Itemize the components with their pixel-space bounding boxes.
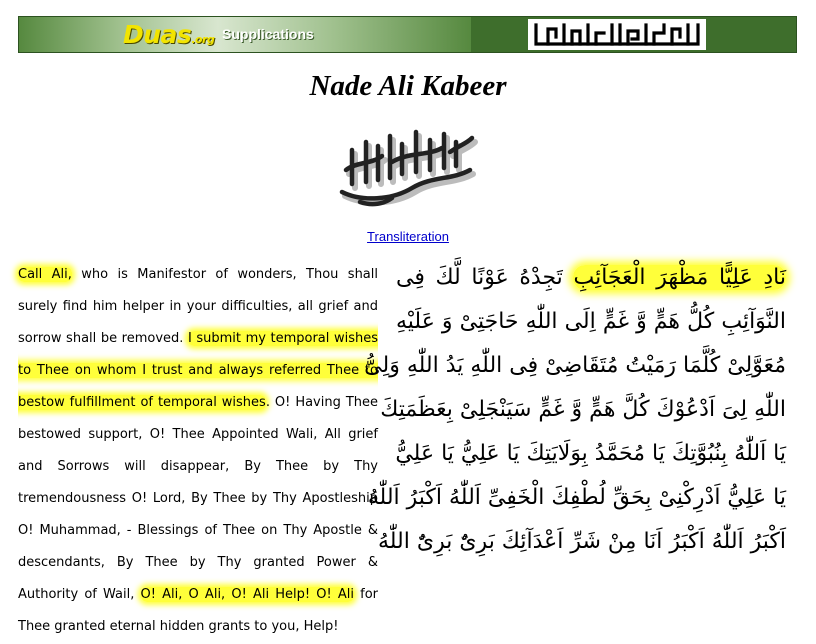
arabic-text-segment: النَّوَآئِبِ كُلُّ هَمٍّ وَّ غَمٍّ اِلَى اللّٰهِ حَاجَتِىْ وَ عَلَيْهِ: [396, 309, 786, 334]
bismillah-banner-image: [528, 19, 706, 50]
arabic-text: [364, 256, 786, 564]
arabic-text-segment: اللّٰهِ لِىَ اَدْعُوْكَ كُلَّ هَمٍّ وَّ غَمٍّ سَيَنْجَلِىْ بِعَظَمَتِكَ: [380, 397, 786, 422]
arabic-text-segment: تَجِدْهُ عَوْنًا لَّكَ فِى: [396, 265, 574, 290]
english-translation: [18, 259, 378, 643]
translation-text: . O! Having Thee bestowed support, O! Thee Appointed Wali, All grief and Sorrows will disappear, By Thee by Thy tremendousness O! Lord, By Thee by Thy Apostleship O! Muhammad, - Blessings of Thee on Thy Apostle & descendants, By Thee by Thy granted Power & Authority of Wail,: [18, 395, 378, 602]
translation-text: who is Manifestor of wonders, Thou shall surely find him helper in your difficulties, all grief and sorrow shall be removed.: [18, 267, 378, 346]
site-logo[interactable]: Duas.org: [123, 20, 215, 49]
page-title: Nade Ali Kabeer: [309, 70, 507, 102]
arabic-line: [396, 432, 786, 476]
site-banner: [18, 16, 797, 53]
highlighted-text: I submit my temporal wishes to Thee on whom I trust and always referred Thee to bestow fulfillment of temporal wishes: [18, 331, 378, 410]
arabic-text-segment: يَا اَللّٰهُ بِنُبُوَّتِكَ يَا مُحَمَّدُ بِوَلَايَتِكَ يَا عَلِيُّ يَا عَلِيُّ: [395, 441, 786, 466]
arabic-line: [377, 520, 786, 564]
arabic-line: [396, 300, 786, 344]
arabic-line: [367, 476, 786, 520]
site-tagline: Supplications: [222, 26, 314, 42]
translation-text: for Thee granted eternal hidden grants to you, Help!: [18, 587, 378, 634]
arabic-text-segment: اَكْبَرُ اَللّٰهُ اَكْبَرُ اَنَا مِنْ شَرِّ اَعْدَآئِكَ بَرِىٌٔ بَرِىٌٔ اللّٰهُ: [377, 529, 786, 554]
arabic-line: [364, 344, 786, 388]
highlighted-text: Call Ali,: [18, 267, 72, 282]
arabic-text-segment: يَا عَلِيُّ اَدْرِكْنِىْ بِحَقِّ لُطْفِكَ الْخَفِىِّ اَللّٰهُ اَكْبَرُ اَللّٰهُ: [367, 485, 786, 510]
arabic-line: [396, 256, 786, 300]
transliteration-link[interactable]: Transliteration: [367, 229, 449, 244]
highlighted-arabic-text: نَادِ عَلِيًّا مَظْهَرَ الْعَجَآئِبِ: [573, 265, 786, 290]
arabic-text-segment: مُعَوَّلِىْ كُلَّمَا رَمَيْتُ مُتَقَاضِىْ فِى اللّٰهِ يَدُ اللّٰهِ وَلِىُّ: [364, 353, 786, 378]
bismillah-calligraphy-image: [332, 122, 482, 210]
transliteration-link-row: [0, 229, 816, 244]
highlighted-text: O! Ali, O Ali, O! Ali Help! O! Ali: [140, 587, 354, 602]
arabic-line: [380, 388, 786, 432]
